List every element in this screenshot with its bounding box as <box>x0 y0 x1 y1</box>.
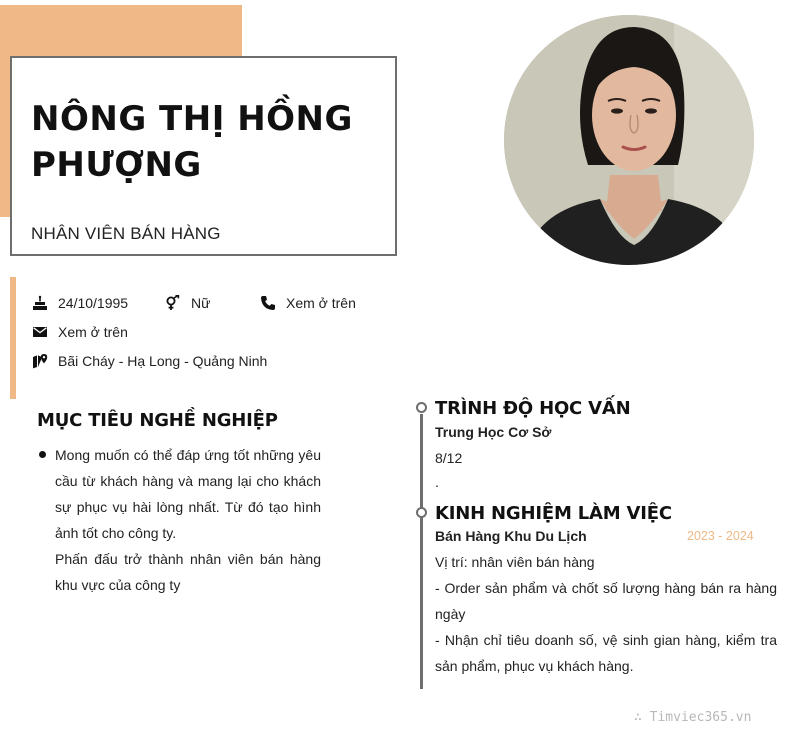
gender-text: Nữ <box>191 295 211 311</box>
address-row <box>31 352 267 370</box>
experience-line: Vị trí: nhân viên bán hàng <box>435 554 595 570</box>
timeline-line <box>420 414 423 689</box>
phone-row <box>259 294 356 312</box>
timeline-dot <box>416 402 427 413</box>
education-title: TRÌNH ĐỘ HỌC VẤN <box>435 398 631 419</box>
contact-accent-bar <box>10 277 16 399</box>
objective-bullet <box>39 451 46 458</box>
objective-paragraph: Phấn đấu trở thành nhân viên bán hàng khu vực của công ty <box>55 551 321 593</box>
cake-icon <box>31 294 49 312</box>
experience-title: KINH NGHIỆM LÀM VIỆC <box>435 503 672 524</box>
name-box <box>10 56 397 256</box>
gender-row <box>164 294 210 312</box>
email-text: Xem ở trên <box>58 324 128 340</box>
gender-icon <box>164 294 182 312</box>
watermark <box>634 710 751 725</box>
experience-line: - Nhận chỉ tiêu doanh số, vệ sinh gian hàng, kiểm tra sản phẩm, phục vụ khách hàng. <box>435 632 777 674</box>
birthday-row <box>31 294 128 312</box>
objective-title: MỤC TIÊU NGHỀ NGHIỆP <box>37 410 278 431</box>
mail-icon <box>31 323 49 341</box>
phone-text: Xem ở trên <box>286 295 356 311</box>
candidate-name: NÔNG THỊ HỒNG PHƯỢNG <box>31 99 353 185</box>
map-pin-icon <box>31 352 49 370</box>
address-text: Bãi Cháy - Hạ Long - Quảng Ninh <box>58 353 268 369</box>
profile-photo <box>504 15 754 265</box>
experience-company: Bán Hàng Khu Du Lịch <box>435 528 587 544</box>
profile-photo-illustration <box>504 15 754 265</box>
objective-text <box>55 442 321 598</box>
timviec365-logo-icon: ∴ <box>634 710 650 725</box>
education-school: Trung Học Cơ Sở <box>435 424 552 440</box>
education-grade: 8/12 <box>435 450 463 466</box>
birthday-text: 24/10/1995 <box>58 295 129 311</box>
email-row <box>31 323 128 341</box>
watermark-text: Timviec365.vn <box>649 710 752 725</box>
phone-icon <box>259 294 277 312</box>
objective-paragraph: Mong muốn có thể đáp ứng tốt những yêu cầu từ khách hàng và mang lại cho khách sự phục vụ hài lòng nhất. Từ đó tạo hình ảnh tốt cho công ty. <box>55 447 321 541</box>
timeline-dot <box>416 507 427 518</box>
job-title: NHÂN VIÊN BÁN HÀNG <box>31 224 221 243</box>
experience-period: 2023 - 2024 <box>687 529 754 543</box>
education-note: . <box>435 474 439 490</box>
experience-line: - Order sản phẩm và chốt số lượng hàng bán ra hàng ngày <box>435 580 777 622</box>
experience-description <box>435 549 777 679</box>
